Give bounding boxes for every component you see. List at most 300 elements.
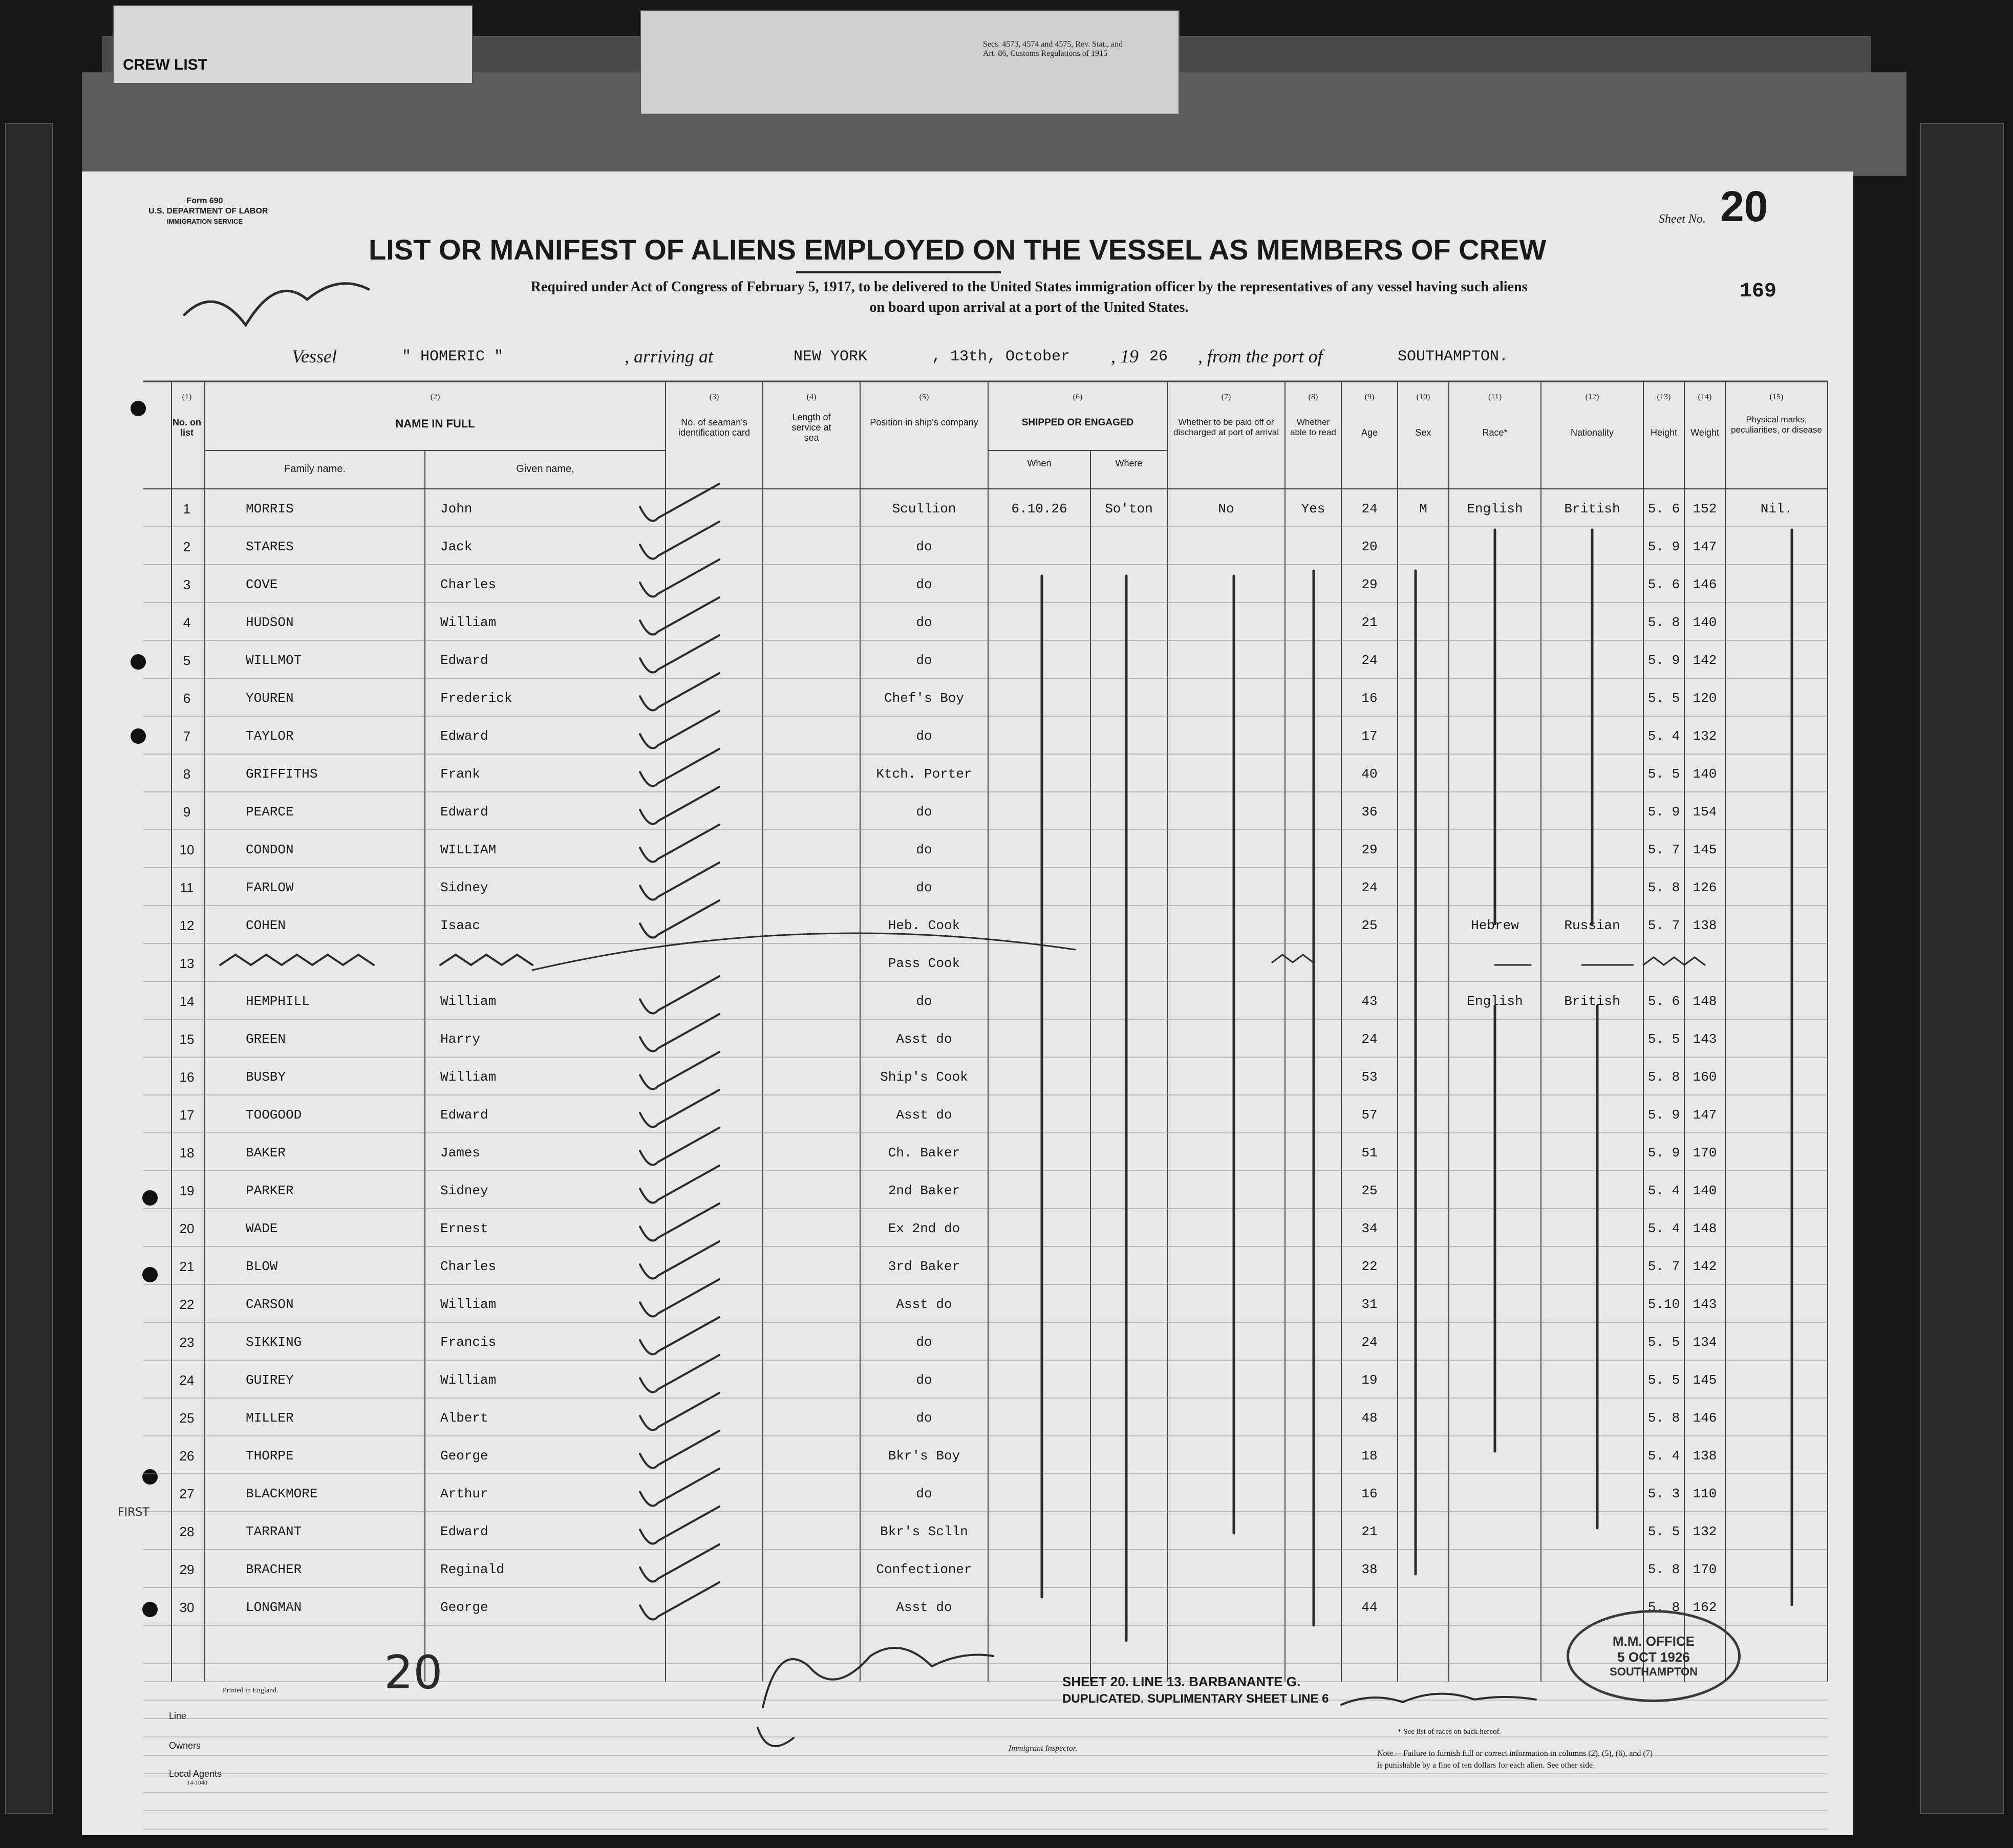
position: do <box>916 653 932 668</box>
position: Scullion <box>892 501 956 517</box>
fine-note-1: Note.—Failure to furnish full or correct information in columns (2), (5), (6), and (7) <box>1377 1749 1653 1758</box>
row-number: 23 <box>179 1335 195 1350</box>
given-name: Edward <box>440 728 488 744</box>
height: 5. 8 <box>1647 1069 1680 1085</box>
department-name: U.S. DEPARTMENT OF LABOR <box>148 207 268 216</box>
age: 20 <box>1361 539 1378 554</box>
weight: 138 <box>1693 1448 1717 1464</box>
given-name: George <box>440 1600 488 1615</box>
height: 5. 4 <box>1647 1221 1680 1236</box>
age: 51 <box>1361 1145 1378 1161</box>
header-physical-marks: Physical marks, peculiarities, or disease <box>1731 415 1822 435</box>
column-number: (8) <box>1308 393 1318 401</box>
check-mark <box>640 484 719 521</box>
page-title: LIST OR MANIFEST OF ALIENS EMPLOYED ON THE VESSEL AS MEMBERS OF CREW <box>369 233 1547 266</box>
weight: 143 <box>1693 1297 1717 1312</box>
height: 5. 4 <box>1647 1183 1680 1198</box>
weight: 140 <box>1693 1183 1717 1198</box>
row-number: 5 <box>183 653 191 668</box>
age: 24 <box>1361 1335 1378 1350</box>
position: do <box>916 1372 932 1388</box>
row-number: 3 <box>183 577 191 592</box>
handwritten-count: 20 <box>384 1646 443 1700</box>
header-nationality: Nationality <box>1570 427 1614 438</box>
header-shipped-engaged: SHIPPED OR ENGAGED <box>1021 417 1134 428</box>
age: 25 <box>1361 918 1378 933</box>
given-name: Edward <box>440 804 488 820</box>
check-mark <box>640 1090 719 1127</box>
height: 5. 8 <box>1647 1410 1680 1426</box>
row-number: 25 <box>179 1410 195 1426</box>
age: 31 <box>1361 1297 1378 1312</box>
position: Bkr's Sclln <box>880 1524 968 1539</box>
race: English <box>1467 501 1523 517</box>
position: do <box>916 728 932 744</box>
weight: 132 <box>1693 728 1717 744</box>
check-mark <box>640 560 719 597</box>
height: 5. 6 <box>1647 994 1680 1009</box>
weight: 134 <box>1693 1335 1717 1350</box>
height: 5. 5 <box>1647 1032 1680 1047</box>
given-name: Edward <box>440 1107 488 1123</box>
age: 16 <box>1361 1486 1378 1501</box>
age: 29 <box>1361 842 1378 857</box>
position: do <box>916 804 932 820</box>
weight: 147 <box>1693 539 1717 554</box>
check-mark <box>640 1355 719 1392</box>
row-number: 17 <box>179 1107 195 1123</box>
given-name: William <box>440 615 497 630</box>
check-mark <box>640 522 719 559</box>
position: Chef's Boy <box>884 691 965 706</box>
weight: 147 <box>1693 1107 1717 1123</box>
family-name: GUIREY <box>246 1372 294 1388</box>
row-number: 13 <box>179 956 195 971</box>
header-height: Height <box>1650 427 1678 438</box>
header-weight: Weight <box>1690 427 1719 438</box>
arriving-label: , arriving at <box>625 346 714 367</box>
strike-through <box>220 955 374 965</box>
row-number: 15 <box>179 1032 195 1047</box>
age: 44 <box>1361 1600 1378 1615</box>
local-agents-label: Local Agents <box>169 1769 222 1779</box>
row-number: 9 <box>183 804 191 820</box>
sheet-label: Sheet No. <box>1659 212 1706 226</box>
statute-tab <box>640 10 1180 115</box>
age: 24 <box>1361 501 1378 517</box>
departure-port: SOUTHAMPTON. <box>1398 348 1509 366</box>
left-adjacent-page <box>5 123 53 1814</box>
races-note: * See list of races on back hereof. <box>1398 1728 1502 1736</box>
arrival-year: 26 <box>1149 348 1168 366</box>
height: 5. 5 <box>1647 1524 1680 1539</box>
nationality: Russian <box>1564 918 1620 933</box>
age: 18 <box>1361 1448 1378 1464</box>
paid-off: No <box>1218 501 1234 517</box>
age: 24 <box>1361 880 1378 895</box>
given-name: Sidney <box>440 880 488 895</box>
row-number: 10 <box>179 842 195 857</box>
family-name: WADE <box>246 1221 278 1236</box>
height: 5.10 <box>1647 1297 1680 1312</box>
given-name: Edward <box>440 653 488 668</box>
header-race: Race* <box>1482 427 1508 438</box>
row-number: 19 <box>179 1183 195 1198</box>
race: Hebrew <box>1471 918 1519 933</box>
column-number: (3) <box>709 393 719 401</box>
row-number: 4 <box>183 615 191 630</box>
family-name: PEARCE <box>246 804 294 820</box>
family-name: GRIFFITHS <box>246 766 318 782</box>
family-name: BLACKMORE <box>246 1486 318 1501</box>
shipped-where: So'ton <box>1105 501 1153 517</box>
age: 48 <box>1361 1410 1378 1426</box>
column-number: (14) <box>1698 393 1712 401</box>
weight: 146 <box>1693 577 1717 592</box>
position: do <box>916 615 932 630</box>
family-name: TOOGOOD <box>246 1107 302 1123</box>
given-name: Charles <box>440 1259 497 1274</box>
weight: 142 <box>1693 1259 1717 1274</box>
height: 5. 5 <box>1647 1372 1680 1388</box>
row-number: 16 <box>179 1069 195 1085</box>
height: 5. 6 <box>1647 501 1680 517</box>
signature <box>1341 1694 1536 1705</box>
age: 57 <box>1361 1107 1378 1123</box>
family-name: SIKKING <box>246 1335 302 1350</box>
header-service-length: Length of service at sea <box>791 412 831 443</box>
row-number: 1 <box>183 501 191 517</box>
height: 5. 9 <box>1647 653 1680 668</box>
height: 5. 8 <box>1647 880 1680 895</box>
position: Ktch. Porter <box>876 766 972 782</box>
height: 5. 8 <box>1647 1562 1680 1577</box>
column-number: (9) <box>1364 393 1375 401</box>
subtitle-line-2: on board upon arrival at a port of the United States. <box>869 299 1189 315</box>
given-name: James <box>440 1145 481 1161</box>
check-mark <box>640 1544 719 1582</box>
weight: 170 <box>1693 1562 1717 1577</box>
form-code: 14-1040 <box>187 1779 207 1786</box>
weight: 148 <box>1693 994 1717 1009</box>
family-name: BLOW <box>246 1259 278 1274</box>
height: 5. 8 <box>1647 615 1680 630</box>
age: 21 <box>1361 1524 1378 1539</box>
strike-through <box>532 933 1075 970</box>
column-number: (2) <box>430 393 440 401</box>
given-name: Reginald <box>440 1562 504 1577</box>
age: 25 <box>1361 1183 1378 1198</box>
arrival-port: NEW YORK <box>794 348 868 366</box>
check-mark <box>640 749 719 786</box>
family-name: BAKER <box>246 1145 286 1161</box>
weight: 132 <box>1693 1524 1717 1539</box>
height: 5. 3 <box>1647 1486 1680 1501</box>
check-mark <box>640 635 719 673</box>
weight: 120 <box>1693 691 1717 706</box>
column-number: (11) <box>1488 393 1502 401</box>
family-name: HEMPHILL <box>246 994 310 1009</box>
height: 5. 7 <box>1647 918 1680 933</box>
physical-marks: Nil. <box>1760 501 1793 517</box>
annotation-line-2: DUPLICATED. SUPLIMENTARY SHEET LINE 6 <box>1062 1692 1329 1706</box>
family-name: BUSBY <box>246 1069 286 1085</box>
height: 5. 9 <box>1647 539 1680 554</box>
family-name: TAYLOR <box>246 728 294 744</box>
age: 43 <box>1361 994 1378 1009</box>
column-number: (7) <box>1221 393 1231 401</box>
row-number: 14 <box>179 994 195 1009</box>
check-mark <box>640 1393 719 1430</box>
age: 36 <box>1361 804 1378 820</box>
weight: 162 <box>1693 1600 1717 1615</box>
position: Ship's Cook <box>880 1069 968 1085</box>
position: 2nd Baker <box>888 1183 960 1198</box>
header-age: Age <box>1361 427 1378 438</box>
check-mark <box>640 673 719 711</box>
weight: 138 <box>1693 918 1717 933</box>
line-label: Line <box>169 1711 187 1721</box>
age: 22 <box>1361 1259 1378 1274</box>
sheet-number: 20 <box>1720 182 1768 230</box>
subtitle-line-1: Required under Act of Congress of February 5, 1917, to be delivered to the United States immigration officer by the representatives of any vessel having such aliens <box>530 279 1528 295</box>
family-name: TARRANT <box>246 1524 302 1539</box>
weight: 154 <box>1693 804 1717 820</box>
height: 5. 9 <box>1647 1107 1680 1123</box>
position: Confectioner <box>876 1562 972 1577</box>
fine-note-2: is punishable by a fine of ten dollars for each alien. See other side. <box>1377 1761 1595 1770</box>
page-number: 169 <box>1740 280 1777 303</box>
weight: 110 <box>1693 1486 1717 1501</box>
age: 16 <box>1361 691 1378 706</box>
check-mark <box>640 1317 719 1355</box>
printed-note: Printed in England. <box>223 1687 279 1694</box>
column-number: (4) <box>806 393 817 401</box>
right-adjacent-page <box>1920 123 2004 1814</box>
row-number: 11 <box>180 880 194 895</box>
row-number: 20 <box>179 1221 195 1236</box>
annotation-line-1: SHEET 20. LINE 13. BARBANANTE G. <box>1062 1674 1301 1689</box>
column-number: (1) <box>182 393 192 401</box>
position: Asst do <box>896 1600 952 1615</box>
manifest-sheet <box>82 171 1853 1835</box>
check-mark <box>640 1469 719 1506</box>
vessel-name: " HOMERIC " <box>402 348 504 366</box>
weight: 140 <box>1693 766 1717 782</box>
given-name: Charles <box>440 577 497 592</box>
nationality: British <box>1564 501 1620 517</box>
given-name: Edward <box>440 1524 488 1539</box>
family-name: LONGMAN <box>246 1600 302 1615</box>
given-name: WILLIAM <box>440 842 497 857</box>
given-name: John <box>440 501 473 517</box>
race: English <box>1467 994 1523 1009</box>
crew-list-label: CREW LIST <box>123 56 207 73</box>
row-number: 21 <box>179 1259 195 1274</box>
age: 29 <box>1361 577 1378 592</box>
check-mark <box>640 1582 719 1620</box>
column-number: (5) <box>919 393 929 401</box>
position: do <box>916 994 932 1009</box>
height: 5. 6 <box>1647 577 1680 592</box>
row-number: 18 <box>179 1145 195 1161</box>
header-where: Where <box>1115 458 1143 468</box>
column-number: (13) <box>1657 393 1671 401</box>
age: 24 <box>1361 1032 1378 1047</box>
height: 5. 5 <box>1647 766 1680 782</box>
given-name: Ernest <box>440 1221 488 1236</box>
initials-mark <box>184 284 369 325</box>
header-name-in-full: NAME IN FULL <box>395 417 475 430</box>
strike-through <box>440 955 532 965</box>
given-name: Isaac <box>440 918 481 933</box>
header-given-name: Given name, <box>516 463 574 475</box>
height: 5. 4 <box>1647 1448 1680 1464</box>
given-name: Jack <box>440 539 473 554</box>
position: Bkr's Boy <box>888 1448 960 1464</box>
height: 5. 5 <box>1647 691 1680 706</box>
weight: 160 <box>1693 1069 1717 1085</box>
first-mark: FIRST <box>118 1506 149 1519</box>
from-label: , from the port of <box>1198 346 1323 367</box>
family-name: THORPE <box>246 1448 294 1464</box>
check-mark <box>640 1507 719 1544</box>
age: 53 <box>1361 1069 1378 1085</box>
weight: 142 <box>1693 653 1717 668</box>
strike-through <box>1643 957 1705 965</box>
weight: 145 <box>1693 1372 1717 1388</box>
row-number: 7 <box>183 728 191 744</box>
age: 34 <box>1361 1221 1378 1236</box>
check-mark <box>640 787 719 824</box>
owners-label: Owners <box>169 1740 201 1751</box>
header-family-name: Family name. <box>284 463 346 475</box>
position: 3rd Baker <box>888 1259 960 1274</box>
header-position: Position in ship's company <box>870 417 978 427</box>
weight: 170 <box>1693 1145 1717 1161</box>
family-name: BRACHER <box>246 1562 302 1577</box>
family-name: CARSON <box>246 1297 294 1312</box>
height: 5. 7 <box>1647 842 1680 857</box>
signature <box>758 1648 993 1746</box>
given-name: George <box>440 1448 488 1464</box>
given-name: Frank <box>440 766 481 782</box>
weight: 146 <box>1693 1410 1717 1426</box>
stamp-office: M.M. OFFICE <box>1612 1634 1695 1649</box>
check-mark <box>640 1279 719 1317</box>
position: Pass Cook <box>888 956 960 971</box>
header-able-to-read: Whether able to read <box>1290 417 1336 437</box>
given-name: William <box>440 1372 497 1388</box>
position: do <box>916 842 932 857</box>
check-mark <box>640 1431 719 1468</box>
family-name: WILLMOT <box>246 653 302 668</box>
given-name: Albert <box>440 1410 488 1426</box>
nationality: British <box>1564 994 1620 1009</box>
family-name: STARES <box>246 539 294 554</box>
family-name: FARLOW <box>246 880 294 895</box>
check-mark <box>640 1241 719 1279</box>
check-mark <box>640 711 719 748</box>
check-mark <box>640 900 719 938</box>
shipped-when: 6.10.26 <box>1011 501 1067 517</box>
age: 24 <box>1361 653 1378 668</box>
check-mark <box>640 976 719 1014</box>
row-number: 22 <box>179 1297 195 1312</box>
given-name: Francis <box>440 1335 497 1350</box>
column-number: (10) <box>1416 393 1430 401</box>
row-number: 6 <box>183 691 191 706</box>
handwritten-marks <box>82 171 1853 1835</box>
family-name: COHEN <box>246 918 286 933</box>
strike-through <box>1272 955 1313 962</box>
family-name: CONDON <box>246 842 294 857</box>
height: 5. 9 <box>1647 804 1680 820</box>
check-mark <box>640 863 719 900</box>
position: Ex 2nd do <box>888 1221 960 1236</box>
header-id-card: No. of seaman's identification card <box>678 417 751 438</box>
column-number: (12) <box>1585 393 1599 401</box>
family-name: COVE <box>246 577 278 592</box>
row-number: 28 <box>179 1524 195 1539</box>
vessel-label: Vessel <box>292 346 337 367</box>
family-name: YOUREN <box>246 691 294 706</box>
age: 38 <box>1361 1562 1378 1577</box>
weight: 152 <box>1693 501 1717 517</box>
position: Asst do <box>896 1032 952 1047</box>
height: 5. 7 <box>1647 1259 1680 1274</box>
given-name: Frederick <box>440 691 512 706</box>
position: do <box>916 1486 932 1501</box>
height: 5. 4 <box>1647 728 1680 744</box>
check-mark <box>640 1166 719 1203</box>
sex: M <box>1419 501 1427 517</box>
stamp-place: SOUTHAMPTON <box>1610 1665 1698 1678</box>
position: do <box>916 1335 932 1350</box>
position: do <box>916 880 932 895</box>
header-sex: Sex <box>1415 427 1431 438</box>
family-name: GREEN <box>246 1032 286 1047</box>
given-name: Sidney <box>440 1183 488 1198</box>
position: do <box>916 539 932 554</box>
row-number: 2 <box>183 539 191 554</box>
check-mark <box>640 1052 719 1089</box>
height: 5. 8 <box>1647 1600 1680 1615</box>
able-to-read: Yes <box>1301 501 1325 517</box>
row-number: 26 <box>179 1448 195 1464</box>
header-no-on-list: No. on list <box>173 417 201 438</box>
form-number: Form 690 <box>186 197 223 205</box>
given-name: William <box>440 994 497 1009</box>
family-name: HUDSON <box>246 615 294 630</box>
check-mark <box>640 1014 719 1051</box>
weight: 145 <box>1693 842 1717 857</box>
service-name: IMMIGRATION SERVICE <box>166 218 243 225</box>
header-when: When <box>1027 458 1052 468</box>
age: 19 <box>1361 1372 1378 1388</box>
given-name: William <box>440 1069 497 1085</box>
family-name: MORRIS <box>246 501 294 517</box>
row-number: 24 <box>179 1372 195 1388</box>
row-number: 12 <box>179 918 195 933</box>
column-number: (15) <box>1769 393 1784 401</box>
weight: 126 <box>1693 880 1717 895</box>
stamp-date: 5 OCT 1926 <box>1617 1649 1690 1665</box>
height: 5. 5 <box>1647 1335 1680 1350</box>
check-mark <box>640 1128 719 1165</box>
column-number: (6) <box>1073 393 1083 401</box>
check-mark <box>640 825 719 862</box>
